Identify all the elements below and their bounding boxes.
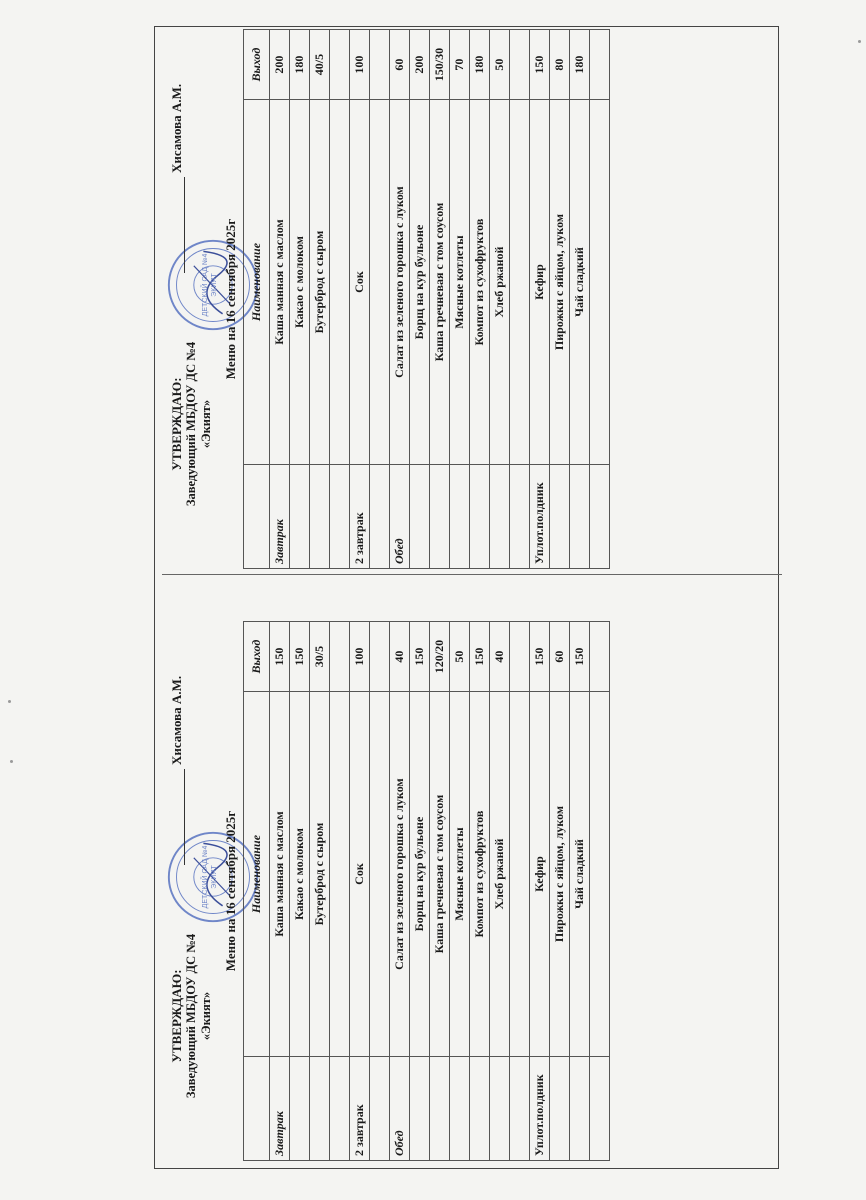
table-row (330, 30, 350, 569)
meal-cell (330, 464, 350, 568)
table-row (550, 30, 570, 569)
dish-cell: Мясные котлеты (450, 692, 470, 1057)
menu-table-header (244, 622, 270, 1161)
table-row (390, 30, 410, 569)
table-row (470, 30, 490, 569)
table-row (350, 30, 370, 569)
table-row (290, 30, 310, 569)
table-row (430, 30, 450, 569)
dish-cell: Сок (350, 692, 370, 1057)
meal-cell (590, 464, 610, 568)
output-cell (330, 622, 350, 692)
dish-cell: Кефир (530, 100, 550, 465)
dish-cell: Каша манная с маслом (270, 692, 290, 1057)
menu-panel-right (163, 25, 777, 573)
output-cell: 100 (350, 30, 370, 100)
dish-cell (510, 692, 530, 1057)
table-row (390, 622, 410, 1161)
meal-cell (450, 1056, 470, 1160)
dish-cell (590, 692, 610, 1057)
menu-table (243, 621, 610, 1161)
meal-cell (410, 464, 430, 568)
output-cell: 150 (290, 622, 310, 692)
menu-title: Меню на 16 сентября 2025г (223, 810, 238, 972)
dish-cell (330, 692, 350, 1057)
meal-cell (290, 1056, 310, 1160)
dish-cell: Хлеб ржаной (490, 692, 510, 1057)
meal-cell (570, 464, 590, 568)
output-cell: 150 (270, 622, 290, 692)
output-cell: 150 (470, 622, 490, 692)
scan-speck (858, 40, 861, 43)
dish-cell: Пирожки с яйцом, луком (550, 100, 570, 465)
output-cell: 40/5 (310, 30, 330, 100)
dish-cell: Каша гречневая с том соусом (430, 692, 450, 1057)
output-cell: 50 (450, 622, 470, 692)
dish-cell: Бутерброд с сыром (310, 692, 330, 1057)
meal-cell: Завтрак (270, 464, 290, 568)
dish-cell: Чай сладкий (570, 100, 590, 465)
signer-name: Хисамова А.М. (169, 675, 184, 765)
output-cell: 60 (390, 30, 410, 100)
dish-cell: Какао с молоком (290, 100, 310, 465)
dish-cell: Какао с молоком (290, 692, 310, 1057)
output-cell: 200 (410, 30, 430, 100)
output-cell (510, 622, 530, 692)
dish-cell: Сок (350, 100, 370, 465)
dish-cell: Кефир (530, 692, 550, 1057)
table-row (290, 622, 310, 1161)
header-dish: Наименование (244, 100, 270, 465)
menu-table (243, 29, 610, 569)
table-row (410, 30, 430, 569)
dish-cell: Каша гречневая с том соусом (430, 100, 450, 465)
dish-cell: Мясные котлеты (450, 100, 470, 465)
table-row (450, 622, 470, 1161)
meal-cell (550, 1056, 570, 1160)
table-row (570, 622, 590, 1161)
output-cell (590, 622, 610, 692)
dish-cell: Компот из сухофруктов (470, 692, 490, 1057)
meal-cell (310, 1056, 330, 1160)
output-cell: 150 (410, 622, 430, 692)
scan-speck (8, 700, 11, 703)
table-row (530, 30, 550, 569)
output-cell: 80 (550, 30, 570, 100)
meal-cell (590, 1056, 610, 1160)
output-cell: 150 (570, 622, 590, 692)
header-meal (244, 1056, 270, 1160)
meal-cell (510, 464, 530, 568)
table-row (450, 30, 470, 569)
output-cell (590, 30, 610, 100)
output-cell: 120/20 (430, 622, 450, 692)
dish-cell (370, 692, 390, 1057)
header-meal (244, 464, 270, 568)
table-row (490, 30, 510, 569)
output-cell: 100 (350, 622, 370, 692)
output-cell: 180 (290, 30, 310, 100)
output-cell (370, 30, 390, 100)
output-cell: 40 (390, 622, 410, 692)
meal-cell (410, 1056, 430, 1160)
menu-table-header (244, 30, 270, 569)
menu-panel-left (163, 617, 777, 1165)
dish-cell: Бутерброд с сыром (310, 100, 330, 465)
dish-cell: Чай сладкий (570, 692, 590, 1057)
output-cell: 180 (570, 30, 590, 100)
approval-title: УТВЕРЖДАЮ: (169, 969, 184, 1063)
table-row (490, 622, 510, 1161)
output-cell: 200 (270, 30, 290, 100)
header-output: Выход (244, 622, 270, 692)
meal-cell (330, 1056, 350, 1160)
table-row (310, 30, 330, 569)
table-row (270, 30, 290, 569)
table-row (350, 622, 370, 1161)
table-row (570, 30, 590, 569)
dish-cell: Салат из зеленого горошка с луком (390, 100, 410, 465)
dish-cell: Хлеб ржаной (490, 100, 510, 465)
meal-cell: Уплот.полдник (530, 464, 550, 568)
dish-cell: Салат из зеленого горошка с луком (390, 692, 410, 1057)
output-cell: 30/5 (310, 622, 330, 692)
output-cell (370, 622, 390, 692)
meal-cell (570, 1056, 590, 1160)
table-row (370, 622, 390, 1161)
output-cell: 150 (530, 30, 550, 100)
meal-cell (490, 464, 510, 568)
table-row (590, 30, 610, 569)
output-cell: 150 (530, 622, 550, 692)
meal-cell (430, 1056, 450, 1160)
dish-cell: Борщ на кур бульоне (410, 692, 430, 1057)
approval-title: УТВЕРЖДАЮ: (169, 377, 184, 471)
signature-underline (184, 177, 185, 273)
menu-title: Меню на 16 сентября 2025г (223, 218, 238, 380)
output-cell (330, 30, 350, 100)
output-cell: 150/30 (430, 30, 450, 100)
dish-cell: Компот из сухофруктов (470, 100, 490, 465)
stamp-text: ДЕТСКИЙ САД №4 ЭКИЯТ (202, 253, 218, 317)
approval-position: Заведующий МБДОУ ДС №4 (184, 341, 198, 507)
signature-line (169, 625, 185, 865)
signer-name: Хисамова А.М. (169, 83, 184, 173)
meal-cell: 2 завтрак (350, 1056, 370, 1160)
meal-cell (370, 464, 390, 568)
output-cell: 50 (490, 30, 510, 100)
header-dish: Наименование (244, 692, 270, 1057)
meal-cell (290, 464, 310, 568)
output-cell: 60 (550, 622, 570, 692)
meal-cell (430, 464, 450, 568)
dish-cell: Пирожки с яйцом, луком (550, 692, 570, 1057)
meal-cell (550, 464, 570, 568)
table-row (530, 622, 550, 1161)
output-cell: 180 (470, 30, 490, 100)
meal-cell (490, 1056, 510, 1160)
table-row (550, 622, 570, 1161)
table-row (470, 622, 490, 1161)
meal-cell: 2 завтрак (350, 464, 370, 568)
table-row (370, 30, 390, 569)
dish-cell (590, 100, 610, 465)
meal-cell (310, 464, 330, 568)
approval-organization: «Экият» (199, 399, 213, 449)
meal-cell (450, 464, 470, 568)
scan-speck (10, 760, 13, 763)
dish-cell (510, 100, 530, 465)
table-row (330, 622, 350, 1161)
output-cell (510, 30, 530, 100)
meal-cell (370, 1056, 390, 1160)
table-row (410, 622, 430, 1161)
meal-cell: Обед (390, 464, 410, 568)
dish-cell: Каша манная с маслом (270, 100, 290, 465)
meal-cell: Уплот.полдник (530, 1056, 550, 1160)
header-output: Выход (244, 30, 270, 100)
meal-cell (510, 1056, 530, 1160)
table-row (430, 622, 450, 1161)
table-row (510, 30, 530, 569)
stamp-text: ДЕТСКИЙ САД №4 ЭКИЯТ (202, 845, 218, 909)
signature-line (169, 33, 185, 273)
approval-organization: «Экият» (199, 991, 213, 1041)
table-row (590, 622, 610, 1161)
meal-cell: Обед (390, 1056, 410, 1160)
table-row (270, 622, 290, 1161)
meal-cell (470, 1056, 490, 1160)
output-cell: 70 (450, 30, 470, 100)
meal-cell (470, 464, 490, 568)
dish-cell: Борщ на кур бульоне (410, 100, 430, 465)
approval-position: Заведующий МБДОУ ДС №4 (184, 933, 198, 1099)
dish-cell (330, 100, 350, 465)
meal-cell: Завтрак (270, 1056, 290, 1160)
output-cell: 40 (490, 622, 510, 692)
signature-underline (184, 769, 185, 865)
table-row (310, 622, 330, 1161)
table-row (510, 622, 530, 1161)
page-divider (162, 574, 782, 575)
dish-cell (370, 100, 390, 465)
